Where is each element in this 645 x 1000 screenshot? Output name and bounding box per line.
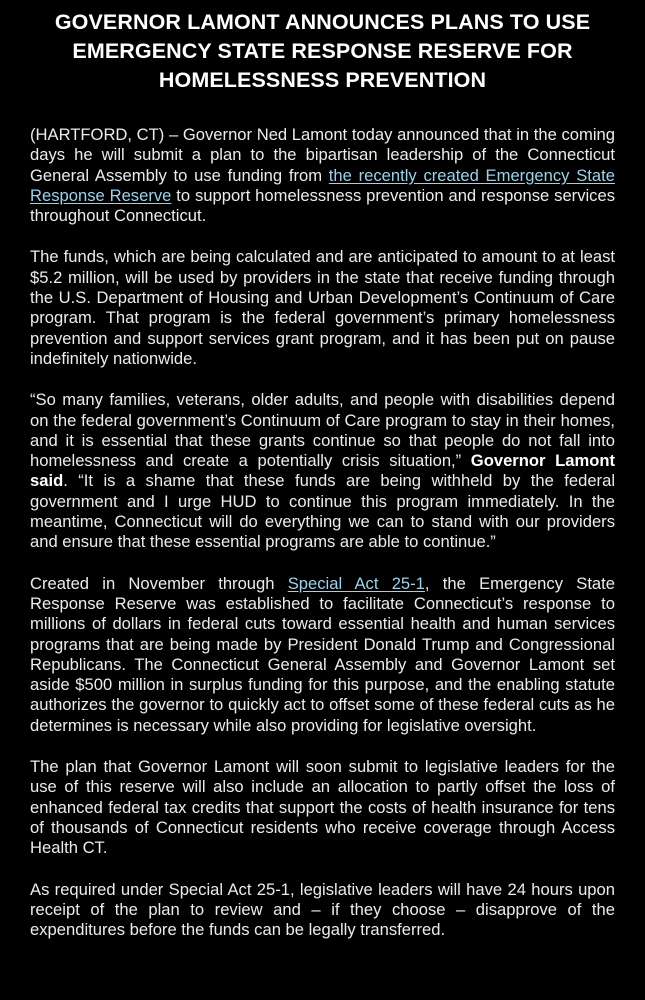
special-act-link[interactable]: Special Act 25-1: [287, 573, 425, 593]
paragraph-intro: [30, 125, 615, 226]
paragraph-plan: The plan that Governor Lamont will soon submit to legislative leaders for the use of this reserve will also include an allocation to partly offset the loss of enhanced federal tax credits that support the costs of health insurance for tens of thousands of Connecticut residents who receive coverage through Access Health CT.: [30, 757, 615, 858]
paragraph-oversight: As required under Special Act 25-1, legislative leaders will have 24 hours upon receipt of the plan to review and – if they choose – disapprove of the expenditures before the funds can be legally transferred.: [30, 879, 615, 940]
paragraph-quote: [30, 390, 615, 552]
paragraph-reserve-text-end: , the Emergency State Response Reserve was established to facilitate Connecticut’s response to millions of dollars in federal cuts toward essential health and human services programs that are being made by President Donald Trump and Congressional Republicans. The Connecticut General Assembly and Governor Lamont set aside $500 million in surplus funding for this purpose, and the enabling statute authorizes the governor to quickly act to offset some of these federal cuts as he determines is necessary while also providing for legislative oversight.: [30, 573, 615, 735]
paragraph-reserve-text-start: Created in November through: [30, 573, 288, 593]
emergency-reserve-link[interactable]: the recently created Emergency State Response Reserve: [30, 165, 615, 205]
paragraph-intro-text-start: (HARTFORD, CT) – Governor Ned Lamont today announced that in the coming days he will submit a plan to the bipartisan leadership of the Connecticut General Assembly to use funding from: [30, 125, 615, 185]
paragraph-reserve-background: [30, 574, 615, 736]
paragraph-quote-text-end: . “It is a shame that these funds are being withheld by the federal government and I urge HUD to continue this program immediately. In the meantime, Connecticut will do everything we can to stand with our providers and ensure that these essential programs are able to continue.”: [30, 471, 615, 552]
paragraph-intro-text-end: to support homelessness prevention and response services throughout Connecticut.: [30, 185, 616, 226]
paragraph-funds: The funds, which are being calculated and are anticipated to amount to at least $5.2 million, will be used by providers in the state that receive funding through the U.S. Department of Housing and Urban Development’s Continuum of Care program. That program is the federal government’s primary homelessness prevention and support services grant program, and it has been put on pause indefinitely nationwide.: [30, 247, 615, 368]
speaker-attribution: Governor Lamont said: [30, 451, 616, 491]
page-title: GOVERNOR LAMONT ANNOUNCES PLANS TO USE EMERGENCY STATE RESPONSE RESERVE FOR HOMELESSNESS PREVENTION: [54, 10, 591, 92]
paragraph-quote-text-start: “So many families, veterans, older adults, and people with disabilities depend on the federal government’s Continuum of Care program to stay in their homes, and it is essential that these grants continue so that people do not fall into homelessness and create a potentially crisis situation,”: [30, 390, 615, 471]
